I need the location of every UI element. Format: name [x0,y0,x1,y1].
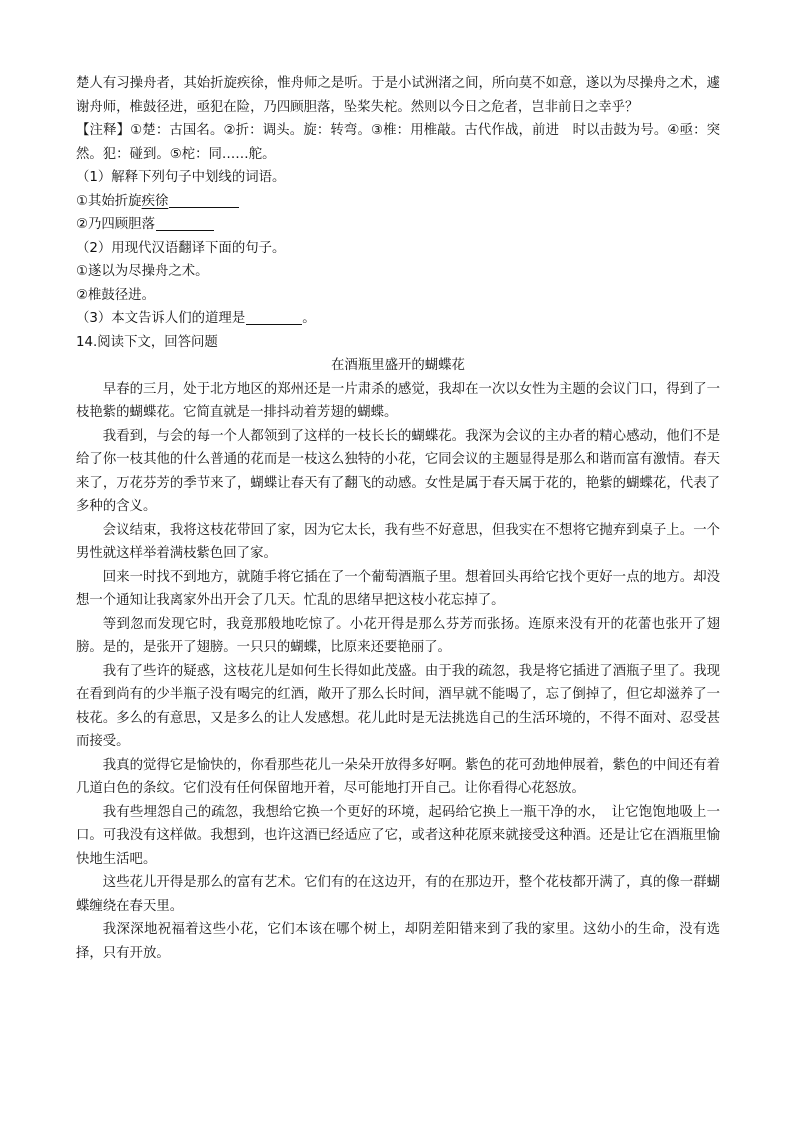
passage-13-notes: 【注释】①楚：古国名。②折：调头。旋：转弯。③椎：用椎敲。古代作战，前进 时以击鼓为号。④亟：突然。犯：碰到。⑤柁：同……舵。 [76,123,720,162]
question-1a-underlined-word: 疾徐 [141,193,169,209]
question-1a [76,190,720,214]
article-paragraph: 等到忽而发现它时，我竟那般地吃惊了。小花开得是那么芬芳而张扬。连原来没有开的花蕾也张开了翅膀。是的，是张开了翅膀。一只只的蝴蝶，比原来还要艳丽了。 [76,616,720,655]
question-1a-prefix: ①其始折旋 [76,193,142,209]
article-paragraph: 这些花儿开得是那么的富有艺术。它们有的在这边开，有的在那边开，整个花枝都开满了，真的像一群蝴蝶缠绕在春天里。 [76,875,720,914]
article-paragraph: 我真的觉得它是愉快的，你看那些花儿一朵朵开放得多好啊。紫色的花可劲地伸展着，紫色的中间还有着几道白色的条纹。它们没有任何保留地开着，尽可能地打开自己。让你看得心花怒放。 [76,757,720,796]
article-paragraph: 我有了些许的疑惑，这枝花儿是如何生长得如此茂盛。由于我的疏忽，我是将它插进了酒瓶子里了。我现在看到尚有的少半瓶子没有喝完的红酒，敞开了那么长时间，酒早就不能喝了，忘了倒掉了，但它却滋养了一枝花。多么的有意思，又是多么的让人发感想。花儿此时是无法挑选自己的生活环境的，不得不面对、忍受甚而接受。 [76,663,720,749]
answer-blank-1a[interactable] [169,192,239,208]
question-1: （1）解释下列句子中划线的词语。 [76,170,286,185]
article-title: 在酒瓶里盛开的蝴蝶花 [331,358,465,373]
question-1b-prefix: ②乃四顾胆落 [76,217,155,232]
passage-13-text: 楚人有习操舟者，其始折旋疾徐，惟舟师之是听。于是小试洲渚之间，所向莫不如意，遂以为尽操舟之术，遽谢舟师，椎鼓径进，亟犯在险，乃四顾胆落，坠桨失柁。然则以今日之危者，岂非前日之幸乎？ [76,76,720,115]
question-1b [76,213,720,237]
answer-blank-1b[interactable] [156,215,214,231]
question-3 [76,307,720,331]
question-2a: ①遂以为尽操舟之术。 [76,264,209,279]
document-page [76,72,720,965]
article-paragraph: 早春的三月，处于北方地区的郑州还是一片肃杀的感觉，我却在一次以女性为主题的会议门口，得到了一枝艳紫的蝴蝶花。它简直就是一排抖动着芳翅的蝴蝶。 [76,381,720,420]
question-3-prefix: （3）本文告诉人们的道理是 [76,311,246,326]
question-3-suffix: 。 [302,311,316,326]
answer-blank-3[interactable] [246,309,302,325]
article-paragraph: 我有些埋怨自己的疏忽，我想给它换一个更好的环境，起码给它换上一瓶干净的水， 让它饱饱地吸上一口。可我没有这样做。我想到，也许这酒已经适应了它，或者这种花原来就接受这种酒。还是让它在酒瓶里愉快地生活吧。 [76,804,720,867]
article-paragraph: 回来一时找不到地方，就随手将它插在了一个葡萄酒瓶子里。想着回头再给它找个更好一点的地方。却没想一个通知让我离家外出开会了几天。忙乱的思绪早把这枝小花忘掉了。 [76,569,720,608]
question-2: （2）用现代汉语翻译下面的句子。 [76,240,286,256]
question-2b: ②椎鼓径进。 [76,287,155,303]
article-paragraph: 我深深地祝福着这些小花，它们本该在哪个树上，却阴差阳错来到了我的家里。这幼小的生命，没有选择，只有开放。 [76,922,720,961]
question-14-heading: 14.阅读下文，回答问题 [76,334,218,350]
article-paragraph: 会议结束，我将这枝花带回了家，因为它太长，我有些不好意思，但我实在不想将它抛弃到桌子上。一个男性就这样举着满枝紫色回了家。 [76,522,720,561]
article-paragraph: 我看到，与会的每一个人都领到了这样的一枝长长的蝴蝶花。我深为会议的主办者的精心感动，他们不是给了你一枝其他的什么普通的花而是一枝这么独特的小花，它同会议的主题显得是那么和谐而富有激情。春天来了，万花芬芳的季节来了，蝴蝶让春天有了翻飞的动感。女性是属于春天属于花的，艳紫的蝴蝶花，代表了多种的含义。 [76,428,720,514]
